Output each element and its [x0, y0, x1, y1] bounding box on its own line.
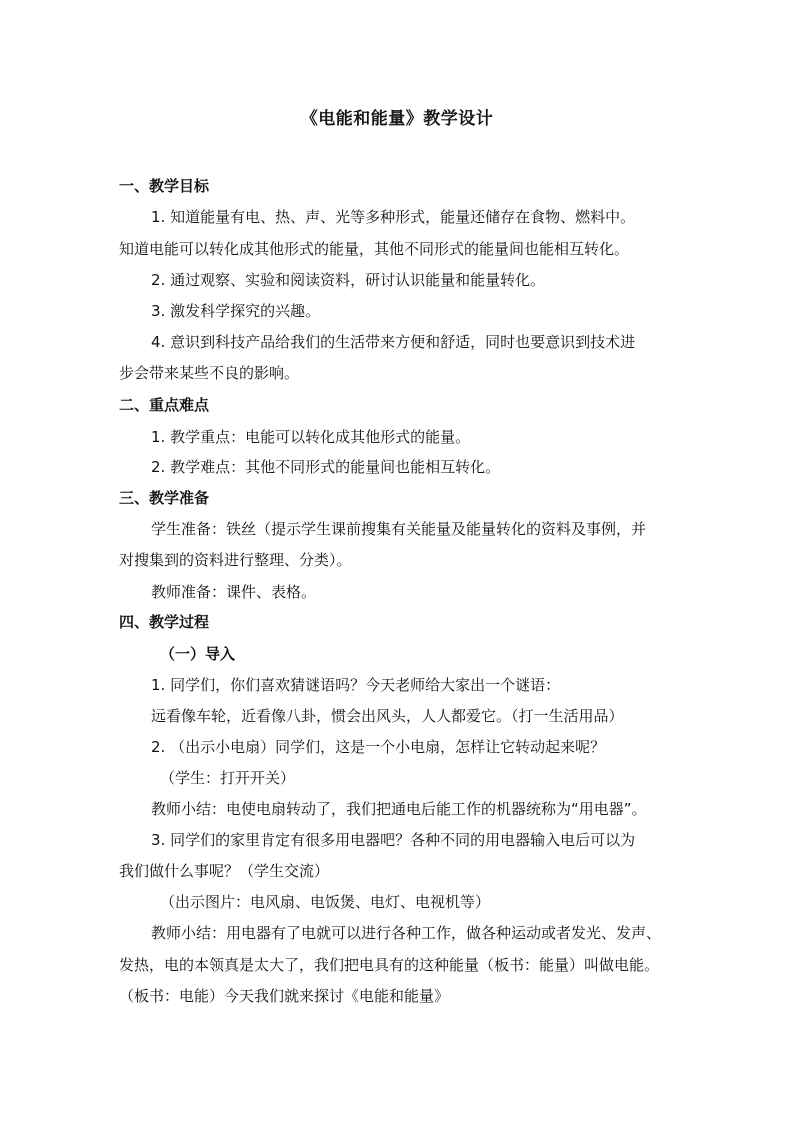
- paragraph-line: 步会带来某些不良的影响。: [119, 364, 300, 382]
- paragraph-line: 2. 教学难点：其他不同形式的能量间也能相互转化。: [151, 458, 501, 476]
- section-heading-key-points: 二、重点难点: [119, 396, 210, 414]
- paragraph-line: 3. 激发科学探究的兴趣。: [151, 302, 321, 320]
- document-title: 《电能和能量》教学设计: [300, 109, 494, 129]
- paragraph-line: 教师小结：电使电扇转动了，我们把通电后能工作的机器统称为“用电器”。: [151, 800, 647, 818]
- paragraph-line: 远看像车轮，近看像八卦，惯会出风头，人人都爱它。（打一生活用品）: [151, 707, 624, 725]
- paragraph-line: 对搜集到的资料进行整理、分类）。: [119, 551, 352, 569]
- paragraph-line: 2. 通过观察、实验和阅读资料，研讨认识能量和能量转化。: [151, 271, 546, 289]
- paragraph-line: 教师小结：用电器有了电就可以进行各种工作，做各种运动或者发光、发声、: [151, 924, 662, 942]
- paragraph-line: 教师准备：课件、表格。: [151, 583, 317, 601]
- paragraph-line: 3. 同学们的家里肯定有很多用电器吧？各种不同的用电器输入电后可以为: [151, 831, 636, 849]
- paragraph-line: 1. 教学重点：电能可以转化成其他形式的能量。: [151, 428, 471, 446]
- paragraph-line: （出示图片：电风扇、电饭煲、电灯、电视机等）: [160, 893, 491, 911]
- paragraph-line: 1. 知道能量有电、热、声、光等多种形式，能量还储存在食物、燃料中。: [151, 208, 636, 226]
- paragraph-line: 1. 同学们，你们喜欢猜谜语吗？今天老师给大家出一个谜语：: [151, 676, 561, 694]
- section-heading-preparation: 三、教学准备: [119, 489, 210, 507]
- paragraph-line: （板书：电能）今天我们就来探讨《电能和能量》: [119, 987, 450, 1005]
- paragraph-line: 2. （出示小电扇）同学们，这是一个小电扇，怎样让它转动起来呢？: [151, 738, 606, 756]
- paragraph-line: 发热，电的本领真是太大了，我们把电具有的这种能量（板书：能量）叫做电能。: [119, 956, 660, 974]
- paragraph-line: 知道电能可以转化成其他形式的能量，其他不同形式的能量间也能相互转化。: [119, 240, 630, 258]
- section-heading-objectives: 一、教学目标: [119, 177, 210, 195]
- section-heading-process: 四、教学过程: [119, 613, 210, 631]
- paragraph-line: 我们做什么事呢？（学生交流）: [119, 862, 330, 880]
- subsection-heading-intro: （一）导入: [160, 645, 236, 663]
- paragraph-line: 4. 意识到科技产品给我们的生活带来方便和舒适，同时也要意识到技术进: [151, 333, 636, 351]
- paragraph-line: （学生：打开开关）: [160, 769, 296, 787]
- paragraph-line: 学生准备：铁丝（提示学生课前搜集有关能量及能量转化的资料及事例，并: [151, 520, 647, 538]
